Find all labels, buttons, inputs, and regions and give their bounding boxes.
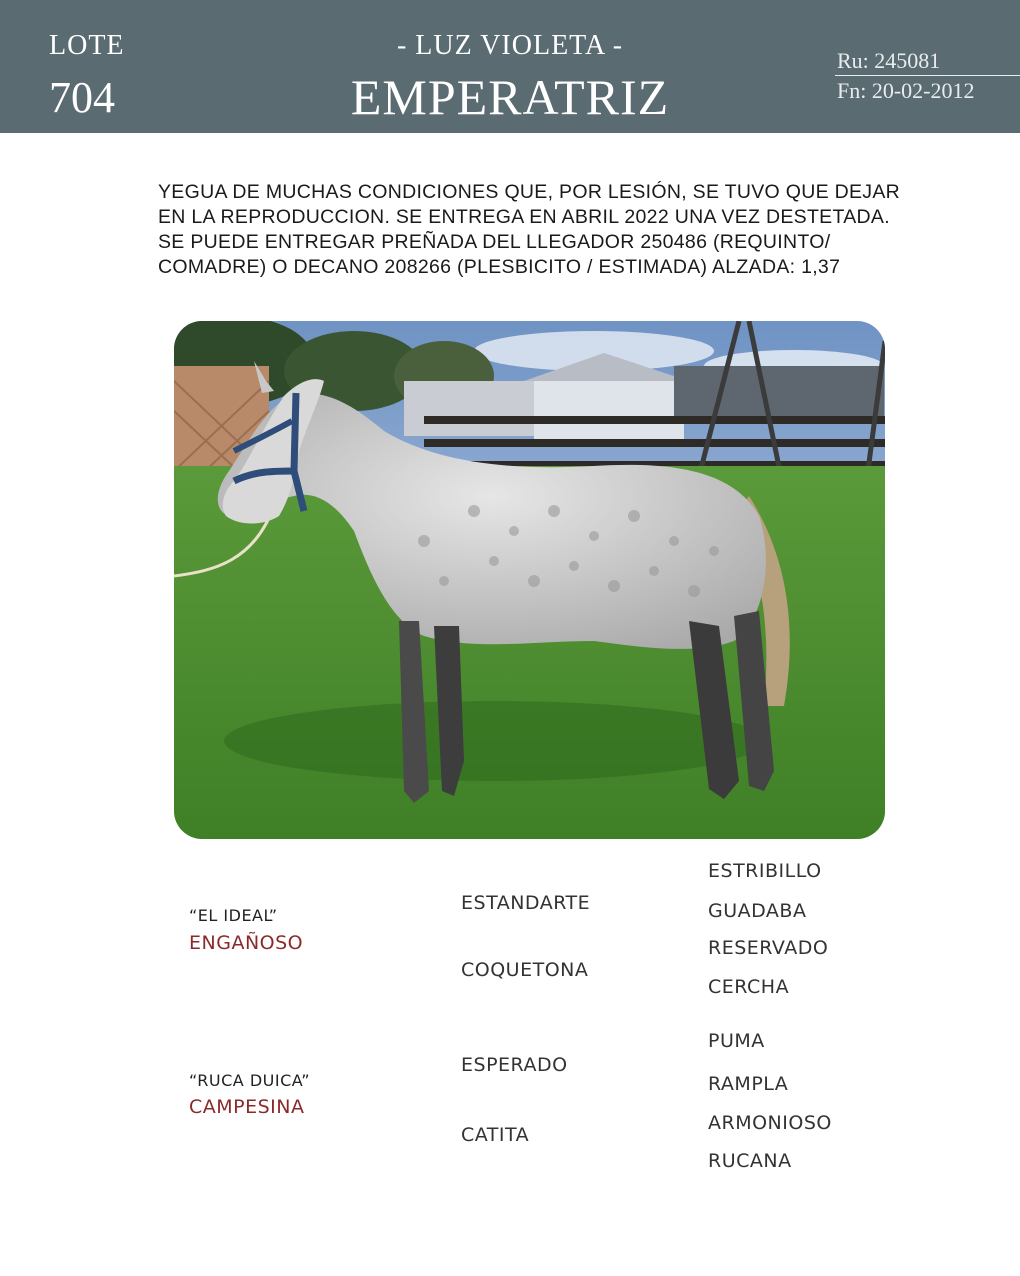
birth-date: Fn: 20-02-2012: [837, 78, 975, 103]
sire-dam-dam: CERCHA: [708, 976, 790, 998]
sire-dam: COQUETONA: [461, 959, 589, 981]
dam-dam-dam: RUCANA: [708, 1150, 792, 1172]
sire-dam-sire: RESERVADO: [708, 937, 829, 959]
divider: [835, 75, 1020, 76]
dam-dam-sire: ARMONIOSO: [708, 1112, 832, 1134]
dam-breeder: “RUCA DUICA”: [189, 1071, 311, 1090]
sire-sire-sire: ESTRIBILLO: [708, 860, 822, 882]
dam-dam: CATITA: [461, 1124, 530, 1146]
sire-name: ENGAÑOSO: [189, 932, 304, 954]
registration-number: Ru: 245081: [837, 48, 941, 73]
sire-breeder: “EL IDEAL”: [189, 906, 278, 925]
lote-label: LOTE: [49, 30, 125, 61]
subtitle: - LUZ VIOLETA -: [396, 30, 624, 61]
header-bar: [0, 0, 1020, 133]
dam-sire: ESPERADO: [461, 1054, 568, 1076]
dam-sire-dam: RAMPLA: [708, 1073, 789, 1095]
description: YEGUA DE MUCHAS CONDICIONES QUE, POR LESIÓN, SE TUVO QUE DEJAR EN LA REPRODUCCION. SE ENTREGA EN ABRIL 2022 UNA VEZ DESTETADA. SE PUEDE ENTREGAR PREÑADA DEL LLEGADOR 250486 (REQUINTO/ COMADRE) O DECANO 208266 (PLESBICITO / ESTIMADA) ALZADA: 1,37: [158, 181, 901, 278]
horse-photo: [174, 321, 885, 839]
lote-number: 704: [49, 73, 115, 122]
dam-name: CAMPESINA: [189, 1096, 305, 1118]
sire-sire-dam: GUADABA: [708, 900, 807, 922]
horse-name: EMPERATRIZ: [350, 69, 670, 125]
dam-sire-sire: PUMA: [708, 1030, 765, 1052]
sire-sire: ESTANDARTE: [461, 892, 591, 914]
